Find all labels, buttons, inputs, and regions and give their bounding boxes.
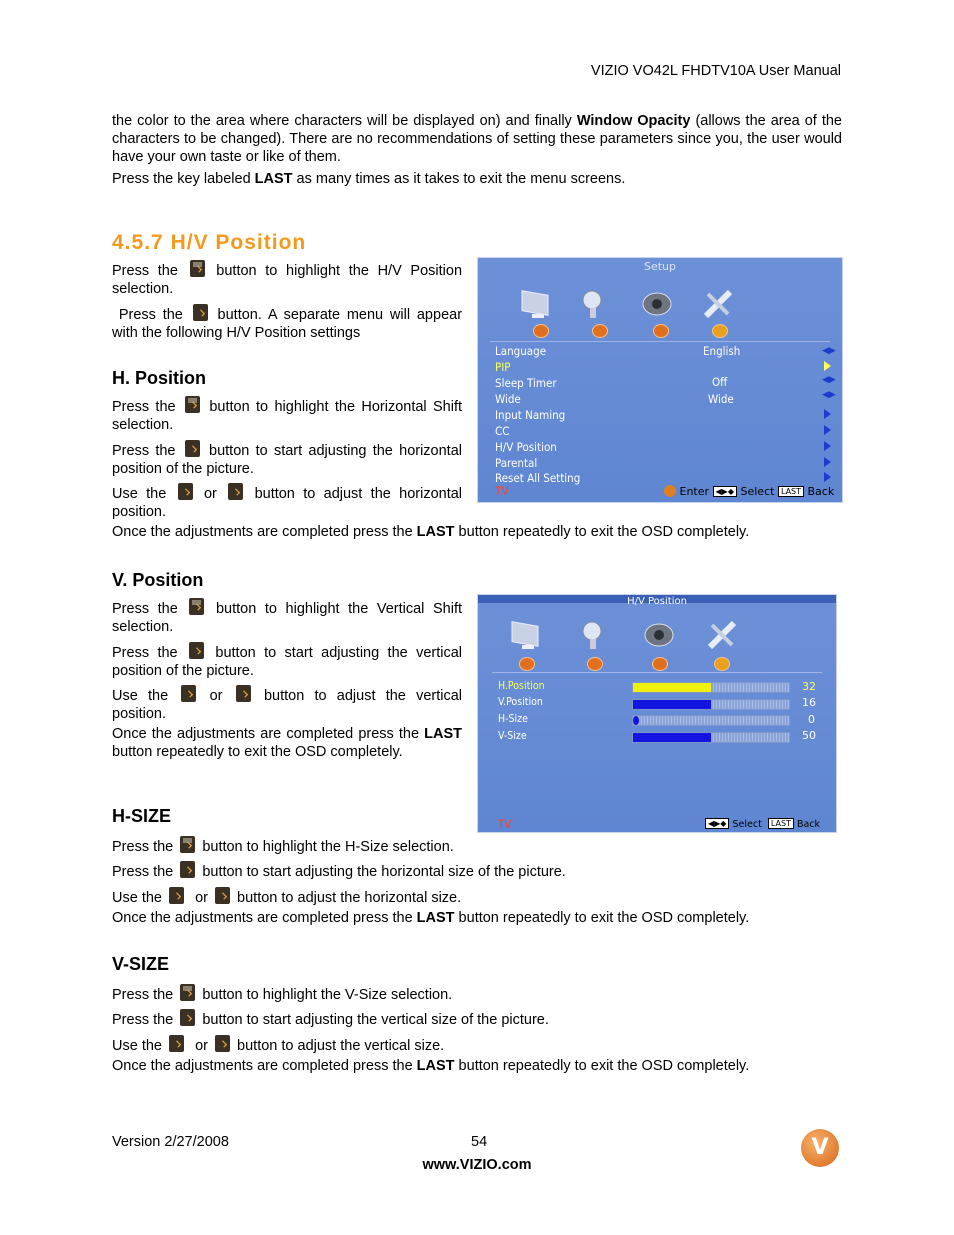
tv-setup-icon — [508, 617, 546, 653]
setup-item-pip[interactable]: PIP — [495, 360, 511, 374]
v-position-p1: Press the button to highlight the Vertical Shift selection. — [112, 598, 462, 636]
vizio-logo-icon — [801, 1129, 839, 1167]
h-size-p4: Once the adjustments are completed press the LAST button repeatedly to exit the OSD completely. — [112, 910, 750, 926]
vol-up-button-icon — [180, 1009, 195, 1026]
slider-fill — [633, 733, 711, 742]
ch-down-button-icon — [190, 260, 205, 277]
intro-last-paragraph: Press the key labeled LAST as many times as it takes to exit the menu screens. — [112, 171, 626, 187]
h-position-value: 32 — [802, 680, 816, 693]
tv-setup-icon — [518, 286, 556, 322]
page-number: 54 — [471, 1134, 488, 1150]
satellite-dish-icon — [578, 286, 616, 322]
ch-down-button-icon — [180, 836, 195, 853]
hv-intro-p2: Press the button. A separate menu will appear with the following H/V Position settings — [112, 304, 462, 342]
v-position-p4: Once the adjustments are completed press the LAST button repeatedly to exit the OSD completely. — [112, 726, 462, 760]
ch-down-button-icon — [189, 598, 204, 615]
last-key-icon: LAST — [768, 818, 794, 829]
source-label: TV — [495, 484, 509, 498]
setup-item-sleep-timer-value: Off — [712, 375, 728, 389]
menu-arrow-selected-icon — [714, 657, 730, 671]
setup-item-language-value: English — [703, 344, 741, 358]
website-link[interactable]: www.VIZIO.com — [422, 1157, 532, 1173]
v-size-p2: Press the button to start adjusting the vertical size of the picture. — [112, 1009, 549, 1029]
submenu-arrow-icon — [824, 409, 831, 419]
vol-up-button-icon — [180, 861, 195, 878]
setup-item-cc[interactable]: CC — [495, 424, 510, 438]
hv-item-v-position[interactable]: V.Position — [498, 696, 543, 708]
ch-down-button-icon — [180, 984, 195, 1001]
v-position-heading: V. Position — [112, 570, 204, 590]
menu-arrow-icon — [652, 657, 668, 671]
setup-item-language[interactable]: Language — [495, 344, 547, 358]
section-title: 4.5.7 H/V Position — [112, 231, 307, 254]
menu-arrow-icon — [587, 657, 603, 671]
setup-item-wide-value: Wide — [708, 392, 734, 406]
v-size-slider[interactable] — [632, 732, 790, 743]
vol-up-button-icon — [236, 685, 251, 702]
submenu-arrow-icon — [824, 472, 831, 482]
h-position-slider[interactable] — [632, 682, 790, 693]
osd-title: H/V Position — [627, 596, 687, 607]
menu-arrow-icon — [533, 324, 549, 338]
h-position-p4: Once the adjustments are completed press the LAST button repeatedly to exit the OSD completely. — [112, 524, 750, 540]
vol-up-button-icon — [185, 440, 200, 457]
v-position-p2: Press the button to start adjusting the vertical position of the picture. — [112, 642, 462, 680]
tools-icon — [700, 286, 738, 322]
camera-icon — [640, 617, 678, 653]
h-position-p1: Press the button to highlight the Horizontal Shift selection. — [112, 396, 462, 434]
divider — [490, 341, 830, 342]
h-size-p1: Press the button to highlight the H-Size selection. — [112, 836, 454, 856]
slider-fill — [633, 716, 639, 725]
vol-up-button-icon — [193, 304, 208, 321]
setup-osd-screenshot — [477, 257, 843, 503]
h-position-heading: H. Position — [112, 368, 206, 388]
manual-title: VIZIO VO42L FHDTV10A User Manual — [590, 63, 841, 79]
h-position-p3: Use the or button to adjust the horizontal position. — [112, 483, 462, 521]
left-right-arrows-icon: ◀▶ — [822, 346, 836, 356]
vol-down-button-icon — [178, 483, 193, 500]
version-label: Version 2/27/2008 — [112, 1134, 229, 1150]
h-size-p2: Press the button to start adjusting the horizontal size of the picture. — [112, 861, 566, 881]
osd-footer: ◀▶◆ Select LAST Back — [705, 818, 820, 830]
v-size-p3: Use the or button to adjust the vertical size. — [112, 1035, 444, 1055]
slider-fill — [633, 700, 711, 709]
menu-arrow-icon — [519, 657, 535, 671]
setup-item-hv-position[interactable]: H/V Position — [495, 440, 557, 454]
satellite-dish-icon — [578, 617, 616, 653]
last-key-icon: LAST — [778, 486, 804, 497]
hv-item-v-size[interactable]: V-Size — [498, 730, 527, 742]
hv-item-h-size[interactable]: H-Size — [498, 713, 528, 725]
slider-fill — [633, 683, 711, 692]
setup-item-input-naming[interactable]: Input Naming — [495, 408, 566, 422]
v-size-heading: V-SIZE — [112, 954, 170, 974]
intro-paragraph: the color to the area where characters will be displayed on) and finally Window Opacity (allows the area of the characters to be changed). There are no recommendations of setting these parameters since you, the user would have your own taste or like of them. — [112, 113, 842, 165]
menu-arrow-icon — [653, 324, 669, 338]
v-position-p3: Use the or button to adjust the vertical position. — [112, 685, 462, 723]
setup-item-reset-all[interactable]: Reset All Setting — [495, 471, 581, 485]
vol-down-button-icon — [169, 1035, 184, 1052]
submenu-arrow-icon — [824, 457, 831, 467]
vol-up-button-icon — [189, 642, 204, 659]
h-size-slider[interactable] — [632, 715, 790, 726]
h-size-value: 0 — [808, 713, 815, 726]
vol-up-button-icon — [215, 887, 230, 904]
vol-down-button-icon — [169, 887, 184, 904]
v-size-p1: Press the button to highlight the V-Size selection. — [112, 984, 452, 1004]
hv-intro-p1: Press the button to highlight the H/V Position selection. — [112, 260, 462, 298]
divider — [492, 672, 822, 673]
tools-icon — [704, 617, 742, 653]
submenu-arrow-icon — [824, 361, 831, 371]
camera-icon — [638, 286, 676, 322]
menu-arrow-selected-icon — [712, 324, 728, 338]
left-right-arrows-icon: ◀▶ — [822, 375, 836, 385]
source-label: TV — [498, 817, 512, 831]
osd-title: Setup — [643, 260, 677, 273]
h-size-p3: Use the or button to adjust the horizontal size. — [112, 887, 461, 907]
v-position-value: 16 — [802, 696, 816, 709]
v-size-value: 50 — [802, 729, 816, 742]
menu-arrow-icon — [592, 324, 608, 338]
h-size-heading: H-SIZE — [112, 806, 172, 826]
select-keys-icon: ◀▶◆ — [713, 486, 737, 497]
vol-up-button-icon — [215, 1035, 230, 1052]
v-size-p4: Once the adjustments are completed press the LAST button repeatedly to exit the OSD completely. — [112, 1058, 750, 1074]
osd-footer: Enter ◀▶◆ Select LAST Back — [664, 485, 834, 498]
vol-up-button-icon — [228, 483, 243, 500]
submenu-arrow-icon — [824, 425, 831, 435]
vol-down-button-icon — [181, 685, 196, 702]
setup-item-sleep-timer[interactable]: Sleep Timer — [495, 376, 557, 390]
submenu-arrow-icon — [824, 441, 831, 451]
v-position-slider[interactable] — [632, 699, 790, 710]
ch-down-button-icon — [185, 396, 200, 413]
left-right-arrows-icon: ◀▶ — [822, 390, 836, 400]
setup-item-wide[interactable]: Wide — [495, 392, 521, 406]
select-keys-icon: ◀▶◆ — [705, 818, 729, 829]
h-position-p2: Press the button to start adjusting the horizontal position of the picture. — [112, 440, 462, 478]
hv-position-osd-screenshot — [477, 594, 837, 833]
hv-item-h-position[interactable]: H.Position — [498, 680, 545, 692]
setup-item-parental[interactable]: Parental — [495, 456, 538, 470]
enter-icon — [664, 485, 676, 497]
